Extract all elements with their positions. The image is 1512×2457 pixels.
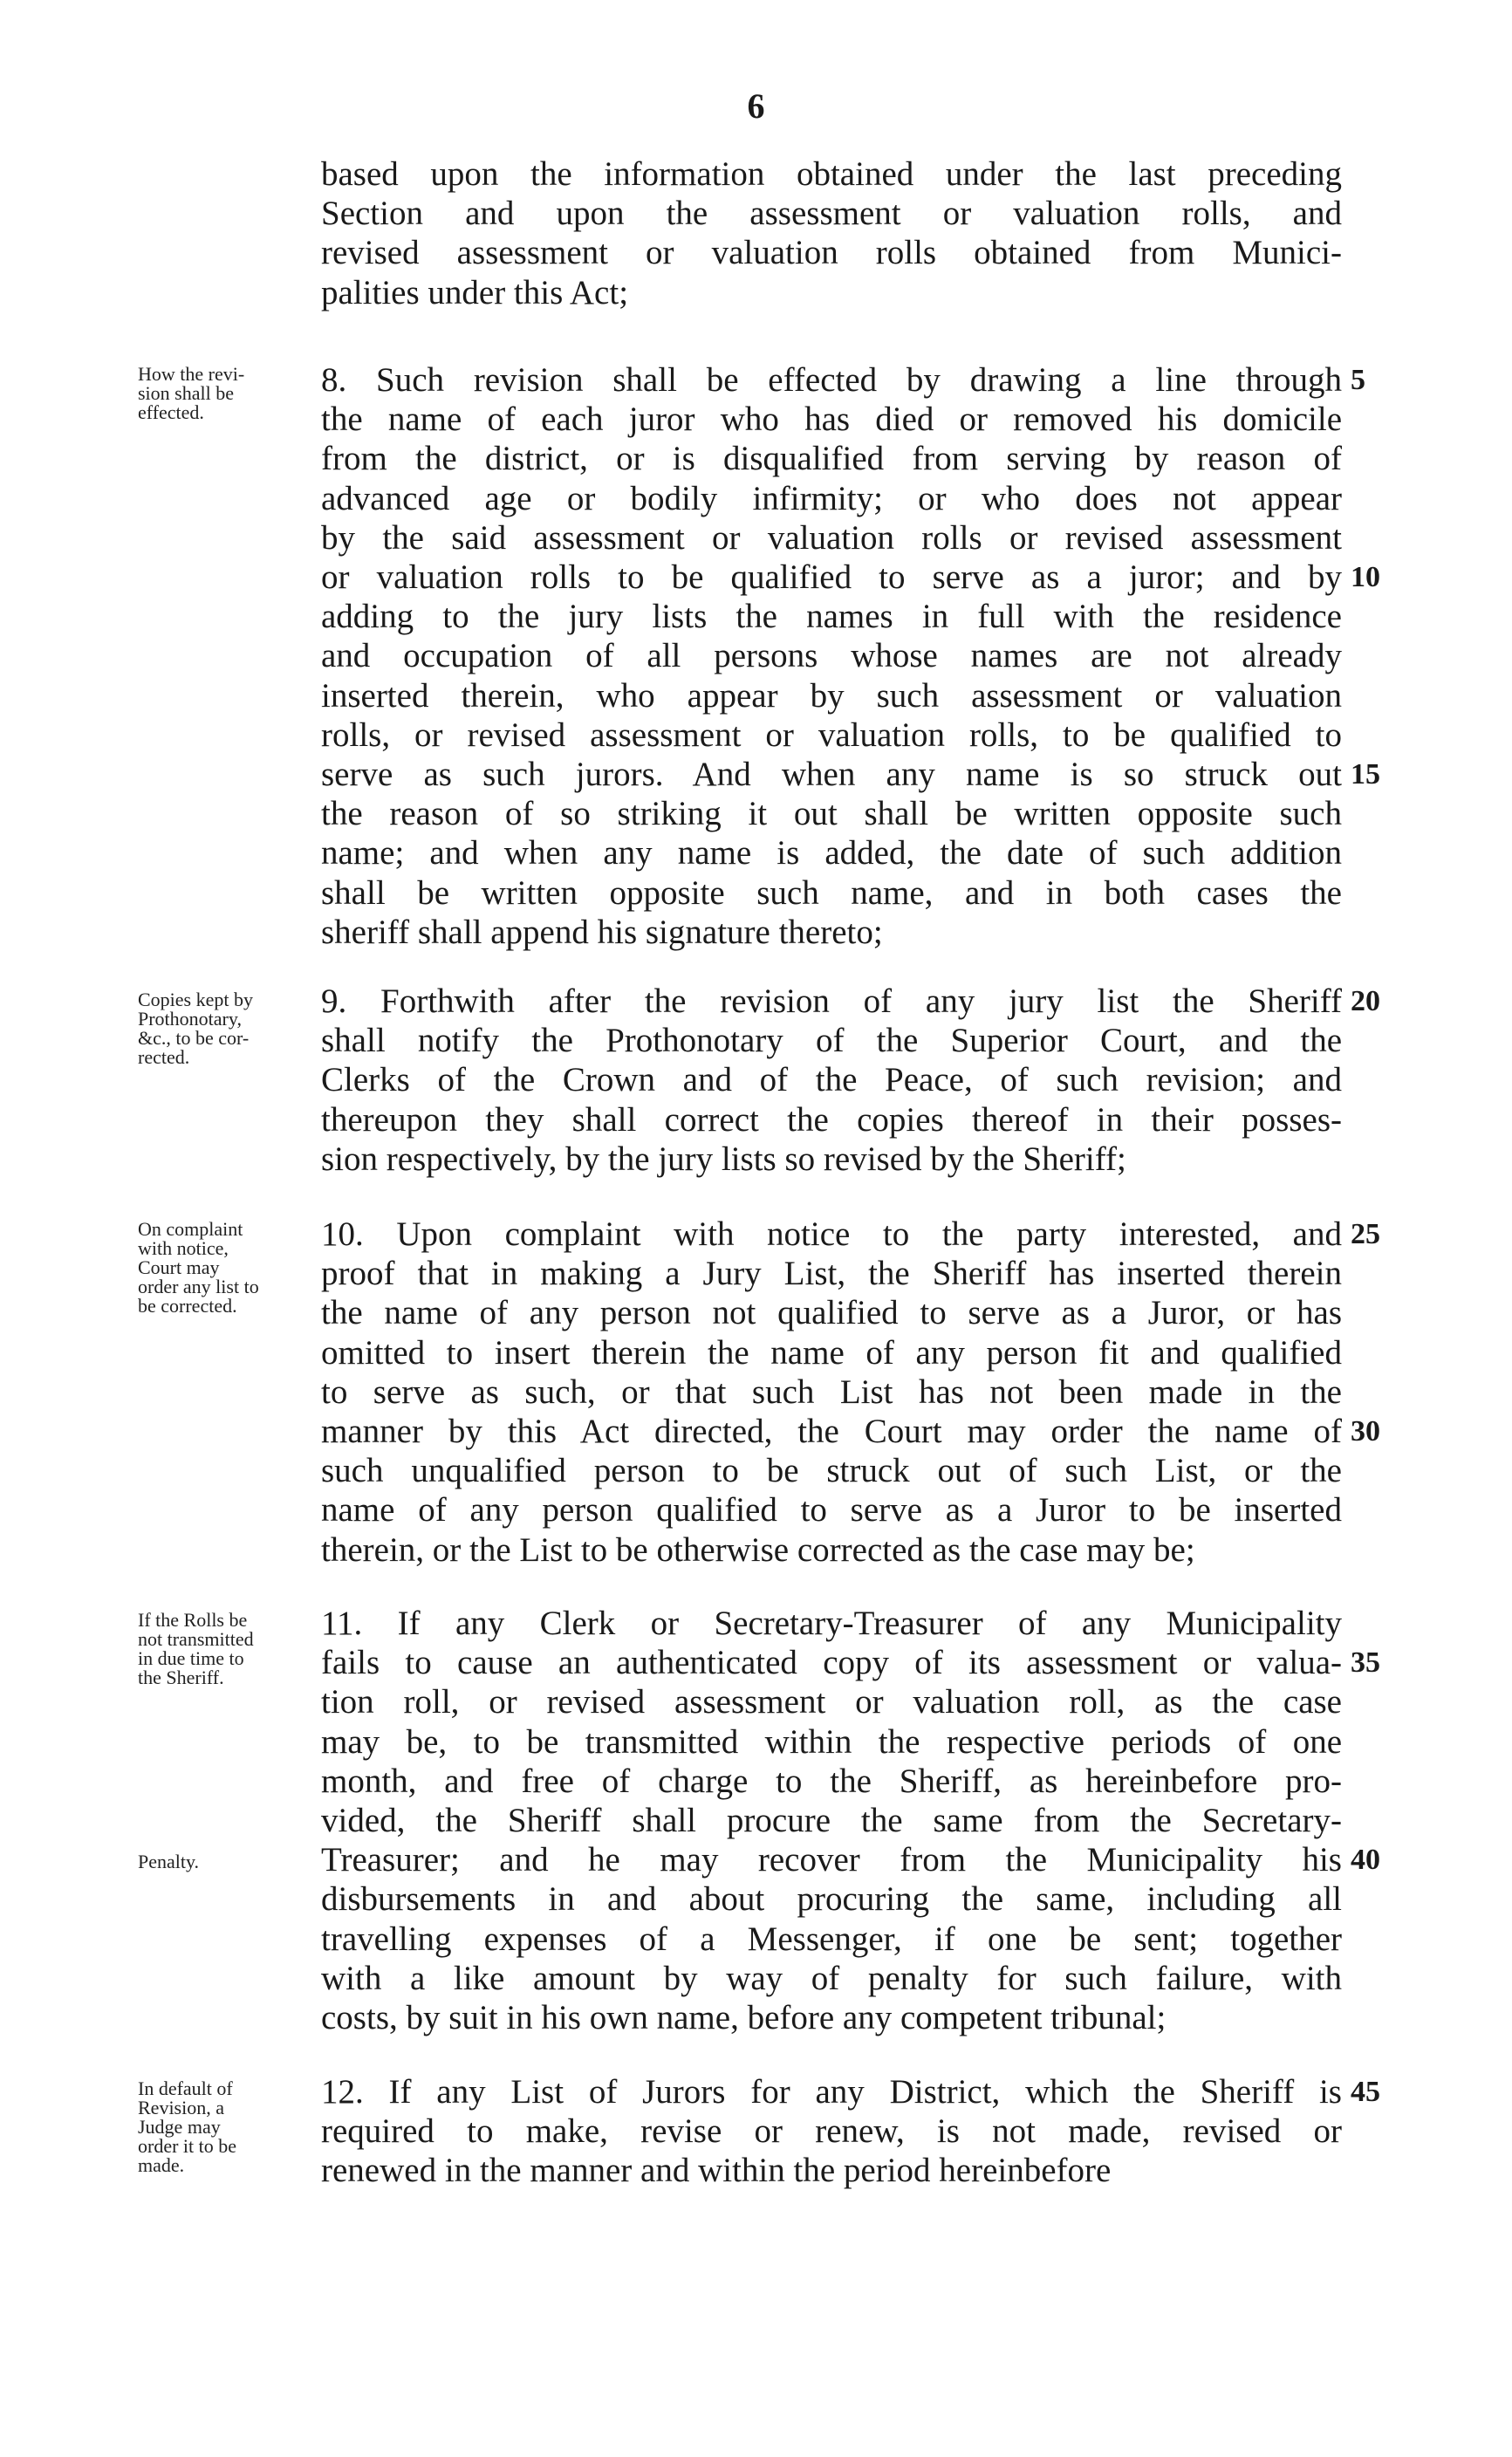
margin-note-line: order any list to (138, 1276, 259, 1297)
text-line: inserted therein, who appear by such assessment or valuation (321, 676, 1342, 715)
paragraph-s12 (321, 2072, 1342, 2191)
margin-note-line: Copies kept by (138, 989, 253, 1010)
text-line: palities under this Act; (321, 273, 629, 311)
text-line: 8. Such revision shall be effected by drawing a line through (321, 361, 1342, 399)
text-line: rolls, or revised assessment or valuation rolls, to be qualified to (321, 715, 1342, 754)
margin-note-line: with notice, (138, 1237, 229, 1259)
text-line: thereupon they shall correct the copies thereof in their posses- (321, 1100, 1342, 1139)
text-line: Treasurer; and he may recover from the Municipality his (321, 1841, 1342, 1879)
text-line: renewed in the manner and within the period hereinbefore (321, 2152, 1112, 2190)
line-number: 35 (1351, 1646, 1380, 1680)
text-line: sion respectively, by the jury lists so revised by the Sheriff; (321, 1140, 1126, 1178)
margin-note-line: &c., to be cor- (138, 1027, 250, 1049)
line-number: 15 (1351, 758, 1380, 790)
margin-note-line: Revision, a (138, 2097, 224, 2118)
text-line: based upon the information obtained under the last preceding (321, 155, 1342, 193)
paragraph-s11 (321, 1604, 1342, 2037)
margin-note-penalty (138, 1852, 321, 1872)
text-line: proof that in making a Jury List, the Sheriff has inserted therein (321, 1255, 1342, 1293)
text-line: with a like amount by way of penalty for such failure, with (321, 1959, 1342, 1997)
paragraph-s8 (321, 360, 1342, 952)
margin-note-line: If the Rolls be (138, 1609, 248, 1631)
text-line: or valuation rolls to be qualified to serve as a juror; and by (321, 558, 1342, 597)
text-line: such unqualified person to be struck out of such List, or the (321, 1452, 1342, 1490)
margin-note-line: Penalty. (138, 1851, 200, 1873)
line-number: 30 (1351, 1415, 1380, 1448)
margin-note-line: in due time to (138, 1647, 244, 1669)
text-line: required to make, revise or renew, is not made, revised or (321, 2112, 1342, 2151)
line-number: 45 (1351, 2076, 1380, 2108)
text-line: disbursements in and about procuring the same, including all (321, 1880, 1342, 1919)
text-line: from the district, or is disqualified from serving by reason of (321, 440, 1342, 478)
paragraph-s10 (321, 1215, 1342, 1570)
margin-note-s10 (138, 1220, 321, 1316)
margin-note-s11 (138, 1611, 321, 1687)
text-line: and occupation of all persons whose names are not already (321, 637, 1342, 675)
margin-note-s8 (138, 365, 321, 422)
text-line: to serve as such, or that such List has not been made in the (321, 1372, 1342, 1411)
margin-note-line: order it to be (138, 2135, 237, 2157)
margin-note-line: not transmitted (138, 1628, 254, 1650)
paragraph-intro (321, 154, 1342, 312)
margin-note-line: effected. (138, 401, 204, 423)
text-line: tion roll, or revised assessment or valuation roll, as the case (321, 1683, 1342, 1721)
margin-note-line: Prothonotary, (138, 1008, 242, 1030)
text-line: may be, to be transmitted within the respective periods of one (321, 1722, 1342, 1761)
line-number: 20 (1351, 985, 1380, 1017)
margin-note-line: the Sheriff. (138, 1667, 224, 1688)
text-line: costs, by suit in his own name, before any competent tribunal; (321, 1999, 1166, 2037)
margin-note-s9 (138, 990, 321, 1067)
text-line: month, and free of charge to the Sheriff, as hereinbefore pro- (321, 1762, 1342, 1800)
margin-note-s12 (138, 2079, 321, 2175)
line-number: 5 (1351, 364, 1365, 396)
text-line: manner by this Act directed, the Court may order the name of (321, 1413, 1342, 1451)
margin-note-line: sion shall be (138, 382, 234, 404)
margin-note-line: be corrected. (138, 1295, 237, 1317)
text-line: the reason of so striking it out shall be written opposite such (321, 795, 1342, 833)
line-number: 25 (1351, 1218, 1380, 1250)
text-line: fails to cause an authenticated copy of its assessment or valua- (321, 1644, 1342, 1682)
text-line: name; and when any name is added, the date of such addition (321, 834, 1342, 873)
line-number: 10 (1351, 561, 1380, 593)
text-line: shall be written opposite such name, and in both cases the (321, 873, 1342, 912)
margin-note-line: In default of (138, 2077, 233, 2099)
text-line: 11. If any Clerk or Secretary-Treasurer of any Municipality (321, 1605, 1342, 1642)
text-line: the name of each juror who has died or removed his domicile (321, 400, 1342, 439)
text-line: revised assessment or valuation rolls obtained from Munici- (321, 234, 1342, 272)
text-line: by the said assessment or valuation rolls or revised assessment (321, 518, 1342, 557)
text-line: Clerks of the Crown and of the Peace, of such revision; and (321, 1061, 1342, 1099)
text-line: 12. If any List of Jurors for any District, which the Sheriff is (321, 2073, 1342, 2111)
line-number: 40 (1351, 1844, 1380, 1877)
margin-note-line: made. (138, 2154, 185, 2176)
text-line: 9. Forthwith after the revision of any jury list the Sheriff (321, 982, 1342, 1020)
text-line: 10. Upon complaint with notice to the party interested, and (321, 1215, 1342, 1253)
margin-note-line: How the revi- (138, 363, 245, 385)
text-line: serve as such jurors. And when any name is so struck out (321, 756, 1342, 794)
text-line: adding to the jury lists the names in full with the residence (321, 598, 1342, 636)
margin-note-line: Court may (138, 1256, 220, 1278)
text-line: vided, the Sheriff shall procure the same from the Secretary- (321, 1802, 1342, 1840)
text-line: Section and upon the assessment or valuation rolls, and (321, 195, 1342, 233)
margin-note-line: Judge may (138, 2116, 221, 2138)
paragraph-s9 (321, 982, 1342, 1179)
margin-note-line: rected. (138, 1046, 190, 1068)
text-line: advanced age or bodily infirmity; or who does not appear (321, 479, 1342, 517)
text-line: the name of any person not qualified to serve as a Juror, or has (321, 1294, 1342, 1332)
text-line: travelling expenses of a Messenger, if one be sent; together (321, 1920, 1342, 1958)
text-line: therein, or the List to be otherwise corrected as the case may be; (321, 1530, 1195, 1569)
margin-note-line: On complaint (138, 1218, 243, 1240)
page-number: 6 (747, 86, 765, 126)
text-line: shall notify the Prothonotary of the Superior Court, and the (321, 1022, 1342, 1060)
text-line: sheriff shall append his signature thereto; (321, 913, 883, 951)
text-line: omitted to insert therein the name of any person fit and qualified (321, 1333, 1342, 1372)
text-line: name of any person qualified to serve as a Juror to be inserted (321, 1491, 1342, 1530)
